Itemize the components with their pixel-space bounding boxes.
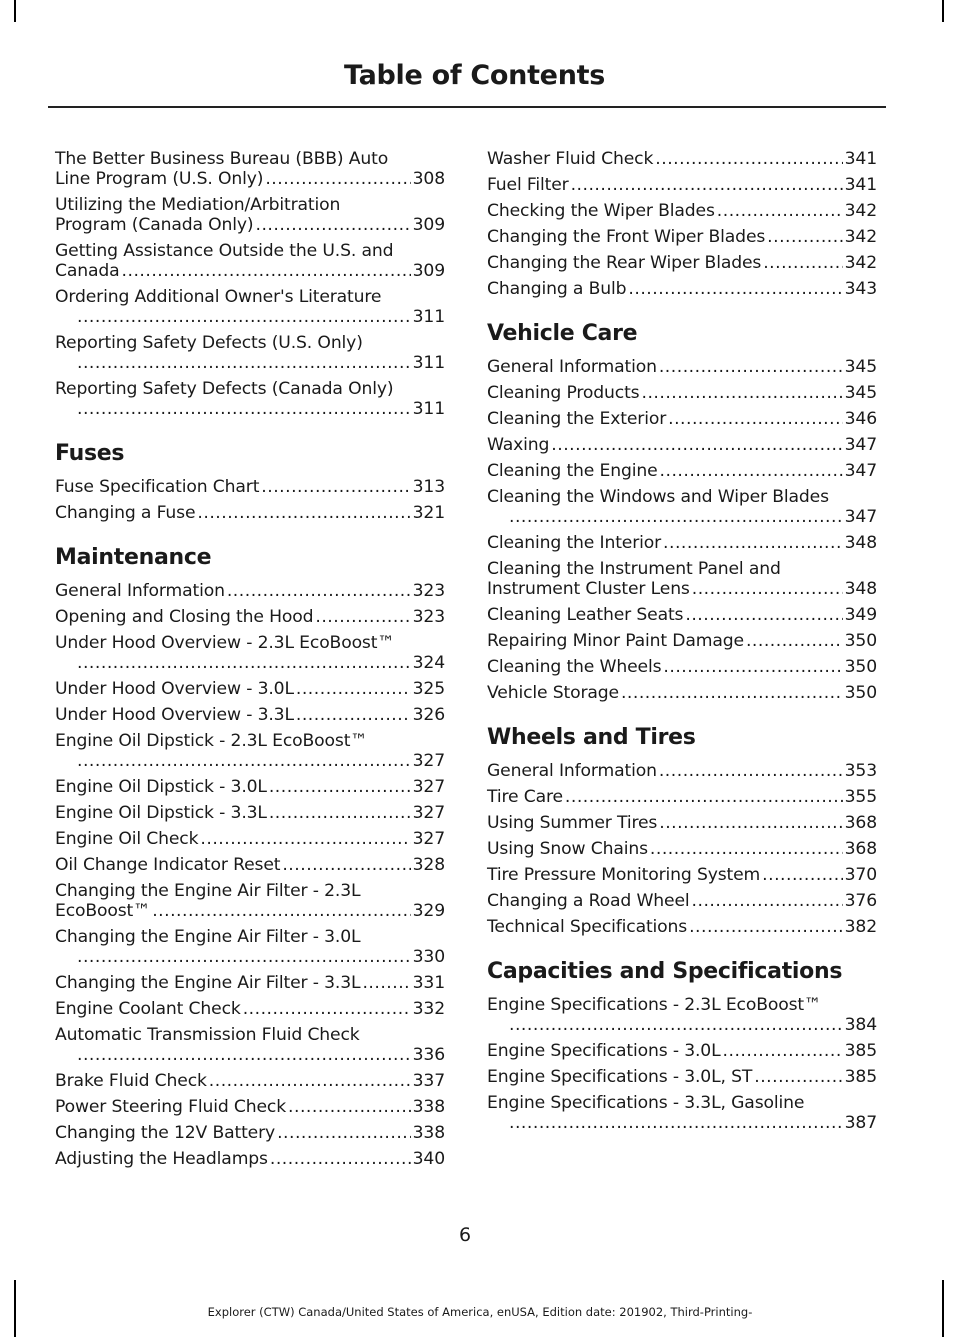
dot-leader: [296, 679, 411, 699]
toc-entry-title-line: Reporting Safety Defects (Canada Only): [55, 379, 394, 399]
toc-entry-title: Engine Coolant Check: [55, 999, 241, 1019]
toc-page-number: 329: [412, 901, 445, 921]
dot-leader: [269, 777, 411, 797]
dot-leader: [551, 435, 842, 455]
toc-entry-title-line: Engine Oil Dipstick - 2.3L EcoBoost™: [55, 731, 368, 751]
toc-entry-title: Canada: [55, 261, 120, 281]
toc-entry-title: Tire Care: [487, 787, 563, 807]
toc-entry[interactable]: [487, 279, 877, 299]
toc-page-number: 387: [844, 1113, 877, 1133]
toc-page-number: 348: [844, 579, 877, 599]
dot-leader: [509, 1113, 843, 1133]
toc-right-column: [487, 149, 877, 1139]
toc-entry[interactable]: [487, 631, 877, 651]
dot-leader: [689, 917, 843, 937]
toc-page-number: 347: [844, 435, 877, 455]
section-heading: Maintenance: [55, 545, 212, 570]
toc-entry[interactable]: [55, 881, 445, 921]
toc-entry[interactable]: [487, 383, 877, 403]
section-heading: Vehicle Care: [487, 321, 638, 346]
dot-leader: [692, 891, 843, 911]
dot-leader: [77, 947, 411, 967]
toc-page-number: 323: [412, 581, 445, 601]
section-heading: Wheels and Tires: [487, 725, 696, 750]
crop-mark-top-right: [942, 0, 944, 22]
toc-entry-title: General Information: [55, 581, 225, 601]
toc-entry[interactable]: [487, 487, 877, 527]
dot-leader: [641, 383, 842, 403]
toc-entry-title-line: Reporting Safety Defects (U.S. Only): [55, 333, 363, 353]
toc-page-number: 353: [844, 761, 877, 781]
toc-page-number: 308: [412, 169, 445, 189]
dot-leader: [659, 813, 842, 833]
toc-page-number: 368: [844, 813, 877, 833]
toc-page-number: 327: [412, 829, 445, 849]
toc-entry-title: Fuel Filter: [487, 175, 569, 195]
toc-entry[interactable]: [55, 1025, 445, 1065]
toc-entry-title: Cleaning the Interior: [487, 533, 662, 553]
toc-page-number: 336: [412, 1045, 445, 1065]
dot-leader: [663, 657, 842, 677]
toc-entry-title: Cleaning Products: [487, 383, 640, 403]
dot-leader: [197, 503, 410, 523]
toc-entry-title-line: Utilizing the Mediation/Arbitration: [55, 195, 341, 215]
toc-entry-title: Engine Oil Dipstick - 3.0L: [55, 777, 267, 797]
dot-leader: [122, 261, 411, 281]
dot-leader: [261, 477, 410, 497]
toc-page-number: 368: [844, 839, 877, 859]
dot-leader: [650, 839, 843, 859]
dot-leader: [628, 279, 842, 299]
dot-leader: [255, 215, 410, 235]
dot-leader: [296, 705, 411, 725]
toc-page-number: 311: [412, 353, 445, 373]
toc-page-number: 327: [412, 751, 445, 771]
toc-entry-title: Cleaning the Exterior: [487, 409, 667, 429]
toc-page-number: 323: [412, 607, 445, 627]
toc-entry[interactable]: [55, 333, 445, 373]
dot-leader: [717, 201, 843, 221]
page-title: Table of Contents: [343, 60, 605, 91]
toc-entry[interactable]: [487, 149, 877, 169]
toc-entry[interactable]: [487, 175, 877, 195]
toc-entry-title: Engine Oil Check: [55, 829, 199, 849]
toc-page-number: 313: [412, 477, 445, 497]
toc-page-number: 347: [844, 461, 877, 481]
toc-entry[interactable]: [487, 253, 877, 273]
toc-page-number: 350: [844, 683, 877, 703]
toc-entry[interactable]: [487, 917, 877, 937]
toc-page-number: 348: [844, 533, 877, 553]
toc-entry[interactable]: [487, 605, 877, 625]
dot-leader: [509, 507, 843, 527]
toc-entry[interactable]: [487, 995, 877, 1035]
dot-leader: [660, 461, 843, 481]
toc-entry-title: Using Summer Tires: [487, 813, 658, 833]
toc-entry[interactable]: [487, 227, 877, 247]
toc-entry-title: Washer Fluid Check: [487, 149, 654, 169]
toc-entry[interactable]: [55, 731, 445, 771]
toc-page-number: 343: [844, 279, 877, 299]
dot-leader: [77, 353, 411, 373]
toc-entry-title: Line Program (U.S. Only): [55, 169, 264, 189]
toc-entry[interactable]: [55, 149, 445, 189]
toc-entry[interactable]: [55, 1123, 445, 1143]
toc-entry-title: Changing a Road Wheel: [487, 891, 690, 911]
dot-leader: [77, 751, 411, 771]
toc-entry-title: Opening and Closing the Hood: [55, 607, 314, 627]
toc-entry-title: Cleaning Leather Seats: [487, 605, 684, 625]
toc-page-number: 338: [412, 1123, 445, 1143]
toc-page-number: 321: [412, 503, 445, 523]
toc-entry[interactable]: [487, 1067, 877, 1087]
toc-entry-title: Adjusting the Headlamps: [55, 1149, 268, 1169]
toc-entry[interactable]: [487, 865, 877, 885]
crop-mark-top-left: [14, 0, 16, 22]
toc-entry-title: Changing the Rear Wiper Blades: [487, 253, 762, 273]
toc-entry[interactable]: [55, 633, 445, 673]
toc-entry-title: Changing the 12V Battery: [55, 1123, 276, 1143]
toc-entry[interactable]: [487, 683, 877, 703]
toc-page-number: 346: [844, 409, 877, 429]
dot-leader: [571, 175, 843, 195]
toc-entry-title: General Information: [487, 357, 657, 377]
toc-entry-title-line: Cleaning the Windows and Wiper Blades: [487, 487, 829, 507]
toc-entry-title: Vehicle Storage: [487, 683, 619, 703]
toc-page-number: 342: [844, 253, 877, 273]
toc-entry-title: Fuse Specification Chart: [55, 477, 260, 497]
toc-entry-title: Tire Pressure Monitoring System: [487, 865, 761, 885]
dot-leader: [754, 1067, 842, 1087]
toc-page-number: 331: [412, 973, 445, 993]
dot-leader: [763, 253, 842, 273]
toc-entry[interactable]: [55, 705, 445, 725]
toc-entry-title: Engine Specifications - 3.0L, ST: [487, 1067, 753, 1087]
toc-entry[interactable]: [55, 195, 445, 235]
dot-leader: [509, 1015, 843, 1035]
dot-leader: [621, 683, 843, 703]
toc-page-number: 324: [412, 653, 445, 673]
toc-entry-title: Engine Specifications - 3.0L: [487, 1041, 721, 1061]
toc-entry[interactable]: [487, 409, 877, 429]
toc-entry[interactable]: [55, 1097, 445, 1117]
dot-leader: [723, 1041, 843, 1061]
toc-entry-title-line: Under Hood Overview - 2.3L EcoBoost™: [55, 633, 395, 653]
toc-page-number: 384: [844, 1015, 877, 1035]
toc-entry[interactable]: [487, 1093, 877, 1133]
toc-entry-title: Cleaning the Wheels: [487, 657, 662, 677]
toc-page-number: 330: [412, 947, 445, 967]
toc-entry[interactable]: [55, 287, 445, 327]
dot-leader: [655, 149, 842, 169]
dot-leader: [152, 901, 410, 921]
toc-entry-title: Waxing: [487, 435, 550, 455]
toc-page-number: 327: [412, 803, 445, 823]
section-heading: Fuses: [55, 441, 125, 466]
dot-leader: [746, 631, 843, 651]
dot-leader: [685, 605, 842, 625]
toc-entry[interactable]: [487, 435, 877, 455]
toc-entry-title-line: Changing the Engine Air Filter - 2.3L: [55, 881, 361, 901]
toc-entry-title: Program (Canada Only): [55, 215, 254, 235]
dot-leader: [315, 607, 410, 627]
toc-entry[interactable]: [55, 1071, 445, 1091]
toc-page-number: 309: [412, 261, 445, 281]
toc-page-number: 376: [844, 891, 877, 911]
toc-page-number: 385: [844, 1041, 877, 1061]
dot-leader: [692, 579, 843, 599]
toc-entry-title: Engine Oil Dipstick - 3.3L: [55, 803, 267, 823]
toc-entry-title: General Information: [487, 761, 657, 781]
toc-entry[interactable]: [487, 891, 877, 911]
dot-leader: [762, 865, 842, 885]
toc-entry-title: EcoBoost™: [55, 901, 151, 921]
toc-entry-title-line: Engine Specifications - 3.3L, Gasoline: [487, 1093, 805, 1113]
dot-leader: [282, 855, 410, 875]
toc-page-number: 347: [844, 507, 877, 527]
dot-leader: [77, 307, 411, 327]
toc-page-number: 341: [844, 175, 877, 195]
toc-page-number: 355: [844, 787, 877, 807]
toc-entry[interactable]: [487, 357, 877, 377]
toc-entry[interactable]: [487, 1041, 877, 1061]
dot-leader: [269, 803, 411, 823]
toc-entry[interactable]: [55, 241, 445, 281]
dot-leader: [362, 973, 410, 993]
toc-entry[interactable]: [55, 503, 445, 523]
toc-entry[interactable]: [487, 533, 877, 553]
dot-leader: [77, 653, 411, 673]
toc-entry[interactable]: [55, 477, 445, 497]
toc-page-number: 350: [844, 631, 877, 651]
toc-page-number: 342: [844, 227, 877, 247]
toc-entry[interactable]: [55, 777, 445, 797]
toc-entry-title-line: Ordering Additional Owner's Literature: [55, 287, 382, 307]
toc-page-number: 385: [844, 1067, 877, 1087]
toc-entry-title: Changing a Bulb: [487, 279, 627, 299]
toc-entry-title: Changing a Fuse: [55, 503, 196, 523]
toc-entry[interactable]: [487, 761, 877, 781]
toc-page-number: 382: [844, 917, 877, 937]
toc-page-number: 326: [412, 705, 445, 725]
toc-entry[interactable]: [55, 855, 445, 875]
toc-entry-title-line: Automatic Transmission Fluid Check: [55, 1025, 360, 1045]
toc-page-number: 311: [412, 307, 445, 327]
toc-entry-title: Changing the Engine Air Filter - 3.3L: [55, 973, 361, 993]
toc-entry-title: Repairing Minor Paint Damage: [487, 631, 744, 651]
toc-page-number: 332: [412, 999, 445, 1019]
dot-leader: [270, 1149, 411, 1169]
toc-entry[interactable]: [487, 813, 877, 833]
toc-page-number: 328: [412, 855, 445, 875]
toc-entry-title: Under Hood Overview - 3.0L: [55, 679, 294, 699]
toc-entry[interactable]: [55, 379, 445, 419]
toc-entry[interactable]: [55, 607, 445, 627]
toc-entry-title: Oil Change Indicator Reset: [55, 855, 281, 875]
toc-entry[interactable]: [487, 787, 877, 807]
toc-page-number: 338: [412, 1097, 445, 1117]
toc-entry-title: Power Steering Fluid Check: [55, 1097, 287, 1117]
toc-left-column: [55, 149, 445, 1175]
toc-page-number: 350: [844, 657, 877, 677]
toc-entry[interactable]: [55, 679, 445, 699]
toc-page-number: 337: [412, 1071, 445, 1091]
toc-entry-title: Using Snow Chains: [487, 839, 648, 859]
dot-leader: [243, 999, 411, 1019]
dot-leader: [77, 1045, 411, 1065]
toc-entry-title-line: Getting Assistance Outside the U.S. and: [55, 241, 394, 261]
toc-page-number: 325: [412, 679, 445, 699]
toc-entry[interactable]: [55, 581, 445, 601]
toc-page-number: 342: [844, 201, 877, 221]
dot-leader: [277, 1123, 411, 1143]
toc-entry[interactable]: [487, 461, 877, 481]
toc-page-number: 345: [844, 357, 877, 377]
dot-leader: [565, 787, 843, 807]
dot-leader: [288, 1097, 411, 1117]
toc-page-number: 370: [844, 865, 877, 885]
toc-entry[interactable]: [487, 559, 877, 599]
dot-leader: [200, 829, 410, 849]
toc-page-number: 340: [412, 1149, 445, 1169]
dot-leader: [659, 761, 843, 781]
toc-entry[interactable]: [55, 927, 445, 967]
dot-leader: [659, 357, 843, 377]
toc-entry-title: Brake Fluid Check: [55, 1071, 207, 1091]
dot-leader: [77, 399, 411, 419]
toc-page-number: 345: [844, 383, 877, 403]
page-number: 6: [458, 1224, 472, 1246]
toc-page-number: 309: [412, 215, 445, 235]
toc-entry-title: Technical Specifications: [487, 917, 688, 937]
dot-leader: [767, 227, 842, 247]
header-divider: [48, 106, 886, 108]
dot-leader: [265, 169, 410, 189]
section-heading: Capacities and Specifications: [487, 959, 843, 984]
dot-leader: [209, 1071, 411, 1091]
toc-entry[interactable]: [55, 973, 445, 993]
toc-entry-title: Under Hood Overview - 3.3L: [55, 705, 294, 725]
page-footer: Explorer (CTW) Canada/United States of America, enUSA, Edition date: 201902, Third-Printing-: [207, 1305, 753, 1319]
toc-entry[interactable]: [487, 657, 877, 677]
toc-page-number: 311: [412, 399, 445, 419]
toc-page-number: 327: [412, 777, 445, 797]
toc-entry[interactable]: [55, 803, 445, 823]
toc-entry-title: Changing the Front Wiper Blades: [487, 227, 766, 247]
toc-entry-title: Instrument Cluster Lens: [487, 579, 690, 599]
dot-leader: [663, 533, 843, 553]
toc-entry-title-line: The Better Business Bureau (BBB) Auto: [55, 149, 389, 169]
dot-leader: [227, 581, 411, 601]
toc-entry[interactable]: [487, 839, 877, 859]
toc-entry-title-line: Cleaning the Instrument Panel and: [487, 559, 781, 579]
toc-entry[interactable]: [55, 1149, 445, 1169]
toc-entry-title-line: Engine Specifications - 2.3L EcoBoost™: [487, 995, 822, 1015]
toc-entry-title: Cleaning the Engine: [487, 461, 658, 481]
dot-leader: [668, 409, 843, 429]
toc-page-number: 349: [844, 605, 877, 625]
toc-entry[interactable]: [487, 201, 877, 221]
toc-entry-title-line: Changing the Engine Air Filter - 3.0L: [55, 927, 361, 947]
toc-entry-title: Checking the Wiper Blades: [487, 201, 715, 221]
toc-page-number: 341: [844, 149, 877, 169]
toc-entry[interactable]: [55, 999, 445, 1019]
toc-entry[interactable]: [55, 829, 445, 849]
